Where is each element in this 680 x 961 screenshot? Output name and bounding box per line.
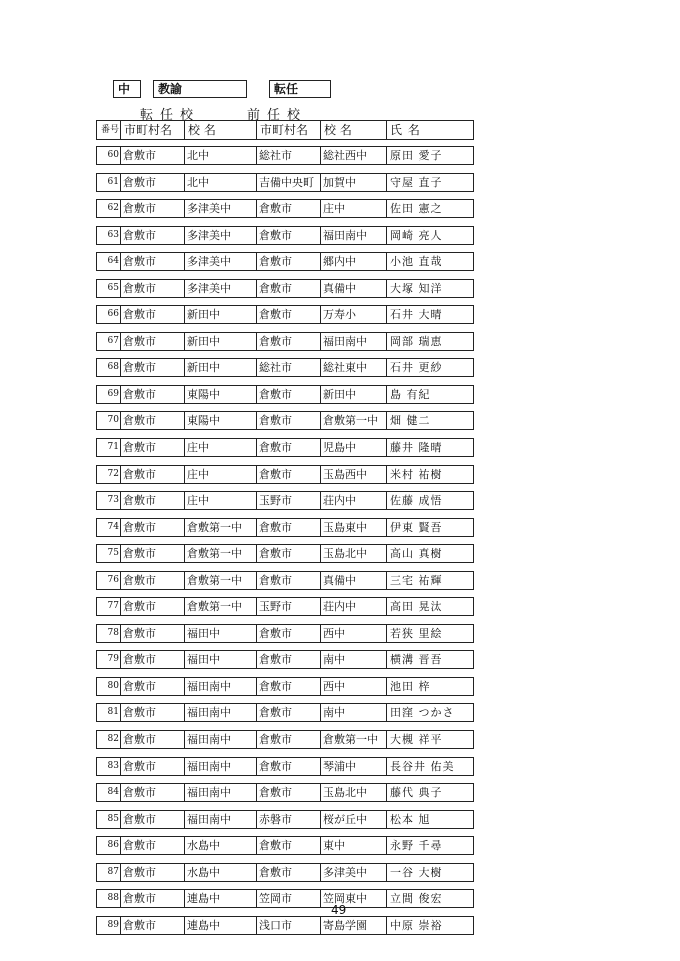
row-number: 84	[97, 784, 121, 801]
table-row	[96, 146, 474, 165]
prev-school-cell: 真備中	[321, 572, 387, 589]
name-cell: 石井 大晴	[390, 308, 443, 322]
row-number: 87	[97, 864, 121, 881]
name-cell: 三宅 祐輝	[390, 573, 443, 587]
table-row	[96, 916, 474, 935]
city-cell: 倉敷市	[121, 678, 185, 695]
school-cell: 庄中	[185, 439, 257, 456]
name-cell: 池田 梓	[390, 679, 431, 693]
city-cell: 倉敷市	[121, 519, 185, 536]
name-cell: 田窪 つかさ	[390, 706, 455, 720]
row-number: 82	[97, 731, 121, 748]
column-header-prev-city: 市町村名	[257, 121, 321, 139]
prev-city-cell: 笠岡市	[257, 890, 321, 907]
column-header-name: 氏 名	[390, 123, 421, 137]
table-row	[96, 810, 474, 829]
prev-city-cell: 倉敷市	[257, 731, 321, 748]
name-cell: 佐田 憲之	[390, 202, 443, 216]
prev-school-cell: 玉島東中	[321, 519, 387, 536]
table-row	[96, 411, 474, 430]
name-cell: 伊東 賢吾	[390, 520, 443, 534]
table-row	[96, 252, 474, 271]
prev-city-cell: 倉敷市	[257, 758, 321, 775]
city-cell: 倉敷市	[121, 572, 185, 589]
prev-school-cell: 万寿小	[321, 306, 387, 323]
row-number: 83	[97, 758, 121, 775]
position-box: 教諭	[153, 80, 247, 98]
name-cell: 横溝 晋吾	[390, 653, 443, 667]
school-cell: 連島中	[185, 917, 257, 934]
name-cell: 岡崎 亮人	[390, 228, 443, 242]
school-cell: 東陽中	[185, 412, 257, 429]
table-row	[96, 730, 474, 749]
prev-school-cell: 南中	[321, 651, 387, 668]
table-row	[96, 571, 474, 590]
school-cell: 庄中	[185, 492, 257, 509]
name-cell: 米村 祐樹	[390, 467, 443, 481]
prev-school-cell: 福田南中	[321, 333, 387, 350]
prev-school-cell: 真備中	[321, 280, 387, 297]
table-row	[96, 783, 474, 802]
row-number: 76	[97, 572, 121, 589]
table-row	[96, 863, 474, 882]
row-number: 63	[97, 227, 121, 244]
school-cell: 倉敷第一中	[185, 572, 257, 589]
prev-school-cell: 庄中	[321, 200, 387, 217]
school-cell: 多津美中	[185, 200, 257, 217]
name-cell: 石井 更紗	[390, 361, 443, 375]
prev-city-cell: 倉敷市	[257, 333, 321, 350]
name-cell: 大塚 知洋	[390, 281, 443, 295]
row-number: 81	[97, 704, 121, 721]
city-cell: 倉敷市	[121, 439, 185, 456]
name-cell: 島 有紀	[390, 387, 431, 401]
prev-school-cell: 桜が丘中	[321, 811, 387, 828]
name-cell: 若狭 里絵	[390, 626, 443, 640]
school-cell: 庄中	[185, 466, 257, 483]
name-cell: 岡部 瑞恵	[390, 334, 443, 348]
prev-city-cell: 倉敷市	[257, 200, 321, 217]
city-cell: 倉敷市	[121, 704, 185, 721]
prev-city-cell: 浅口市	[257, 917, 321, 934]
city-cell: 倉敷市	[121, 492, 185, 509]
school-level-box: 中	[113, 80, 141, 98]
prev-city-cell: 倉敷市	[257, 227, 321, 244]
row-number: 61	[97, 174, 121, 191]
name-cell: 立間 俊宏	[390, 892, 443, 906]
prev-city-cell: 倉敷市	[257, 519, 321, 536]
school-cell: 新田中	[185, 306, 257, 323]
school-cell: 福田南中	[185, 758, 257, 775]
prev-school-cell: 西中	[321, 625, 387, 642]
city-cell: 倉敷市	[121, 917, 185, 934]
row-number: 73	[97, 492, 121, 509]
school-cell: 新田中	[185, 359, 257, 376]
table-header	[96, 120, 474, 140]
school-cell: 多津美中	[185, 280, 257, 297]
prev-school-cell: 総社東中	[321, 359, 387, 376]
row-number: 71	[97, 439, 121, 456]
prev-school-cell: 郷内中	[321, 253, 387, 270]
name-cell: 大槻 祥平	[390, 733, 443, 747]
row-number: 89	[97, 917, 121, 934]
school-cell: 北中	[185, 174, 257, 191]
city-cell: 倉敷市	[121, 253, 185, 270]
school-cell: 連島中	[185, 890, 257, 907]
row-number: 80	[97, 678, 121, 695]
row-number: 62	[97, 200, 121, 217]
name-cell: 松本 旭	[390, 812, 431, 826]
row-number: 88	[97, 890, 121, 907]
prev-school-cell: 倉敷第一中	[321, 731, 387, 748]
school-cell: 倉敷第一中	[185, 519, 257, 536]
table-row	[96, 491, 474, 510]
name-cell: 畑 健二	[390, 414, 431, 428]
school-cell: 福田南中	[185, 731, 257, 748]
table-row	[96, 677, 474, 696]
city-cell: 倉敷市	[121, 227, 185, 244]
school-cell: 倉敷第一中	[185, 598, 257, 615]
school-cell: 福田南中	[185, 678, 257, 695]
table-row	[96, 703, 474, 722]
prev-city-cell: 倉敷市	[257, 651, 321, 668]
name-cell: 高田 晃汰	[390, 600, 443, 614]
table-row	[96, 173, 474, 192]
prev-school-cell: 荘内中	[321, 598, 387, 615]
table-row	[96, 226, 474, 245]
prev-school-cell: 福田南中	[321, 227, 387, 244]
prev-city-cell: 倉敷市	[257, 864, 321, 881]
school-cell: 福田中	[185, 625, 257, 642]
name-cell: 藤井 隆晴	[390, 441, 443, 455]
column-header-no: 番号	[97, 121, 121, 139]
school-cell: 新田中	[185, 333, 257, 350]
city-cell: 倉敷市	[121, 758, 185, 775]
school-cell: 倉敷第一中	[185, 545, 257, 562]
city-cell: 倉敷市	[121, 333, 185, 350]
city-cell: 倉敷市	[121, 386, 185, 403]
city-cell: 倉敷市	[121, 545, 185, 562]
prev-school-cell: 琴浦中	[321, 758, 387, 775]
prev-school-cell: 西中	[321, 678, 387, 695]
prev-school-cell: 総社西中	[321, 147, 387, 164]
prev-city-cell: 総社市	[257, 359, 321, 376]
prev-city-cell: 倉敷市	[257, 784, 321, 801]
prev-school-cell: 玉島北中	[321, 784, 387, 801]
school-cell: 東陽中	[185, 386, 257, 403]
school-cell: 水島中	[185, 837, 257, 854]
prev-city-cell: 総社市	[257, 147, 321, 164]
row-number: 75	[97, 545, 121, 562]
name-cell: 高山 真樹	[390, 547, 443, 561]
prev-city-cell: 倉敷市	[257, 253, 321, 270]
prev-school-cell: 玉島西中	[321, 466, 387, 483]
city-cell: 倉敷市	[121, 306, 185, 323]
prev-city-cell: 玉野市	[257, 492, 321, 509]
row-number: 60	[97, 147, 121, 164]
table-row	[96, 518, 474, 537]
city-cell: 倉敷市	[121, 412, 185, 429]
name-cell: 小池 直哉	[390, 255, 443, 269]
table-row	[96, 757, 474, 776]
prev-city-cell: 倉敷市	[257, 837, 321, 854]
table-row	[96, 650, 474, 669]
school-cell: 福田中	[185, 651, 257, 668]
name-cell: 中原 崇裕	[390, 918, 443, 932]
prev-city-cell: 倉敷市	[257, 412, 321, 429]
name-cell: 佐藤 成悟	[390, 494, 443, 508]
row-number: 65	[97, 280, 121, 297]
city-cell: 倉敷市	[121, 890, 185, 907]
transfer-type-box: 転任	[269, 80, 331, 98]
city-cell: 倉敷市	[121, 200, 185, 217]
city-cell: 倉敷市	[121, 625, 185, 642]
row-number: 85	[97, 811, 121, 828]
prev-school-cell: 倉敷第一中	[321, 412, 387, 429]
prev-school-cell: 寄島学園	[321, 917, 387, 934]
name-cell: 永野 千尋	[390, 839, 443, 853]
city-cell: 倉敷市	[121, 280, 185, 297]
school-cell: 北中	[185, 147, 257, 164]
city-cell: 倉敷市	[121, 147, 185, 164]
prev-city-cell: 倉敷市	[257, 306, 321, 323]
prev-city-cell: 倉敷市	[257, 625, 321, 642]
school-cell: 福田南中	[185, 784, 257, 801]
prev-city-cell: 倉敷市	[257, 439, 321, 456]
name-cell: 原田 愛子	[390, 149, 443, 162]
prev-city-cell: 倉敷市	[257, 678, 321, 695]
prev-school-cell: 新田中	[321, 386, 387, 403]
school-cell: 水島中	[185, 864, 257, 881]
table-row	[96, 438, 474, 457]
city-cell: 倉敷市	[121, 837, 185, 854]
row-number: 74	[97, 519, 121, 536]
row-number: 67	[97, 333, 121, 350]
school-cell: 福田南中	[185, 811, 257, 828]
prev-school-cell: 玉島北中	[321, 545, 387, 562]
row-number: 79	[97, 651, 121, 668]
city-cell: 倉敷市	[121, 598, 185, 615]
prev-school-cell: 加賀中	[321, 174, 387, 191]
row-number: 70	[97, 412, 121, 429]
prev-school-cell: 笠岡東中	[321, 890, 387, 907]
prev-city-cell: 倉敷市	[257, 704, 321, 721]
row-number: 68	[97, 359, 121, 376]
table-row	[96, 385, 474, 404]
prev-city-cell: 玉野市	[257, 598, 321, 615]
name-cell: 一谷 大樹	[390, 865, 443, 879]
row-number: 72	[97, 466, 121, 483]
school-cell: 多津美中	[185, 227, 257, 244]
column-header-school: 校 名	[185, 121, 257, 139]
row-number: 86	[97, 837, 121, 854]
row-number: 66	[97, 306, 121, 323]
city-cell: 倉敷市	[121, 784, 185, 801]
prev-city-cell: 吉備中央町	[257, 174, 321, 191]
city-cell: 倉敷市	[121, 466, 185, 483]
city-cell: 倉敷市	[121, 174, 185, 191]
city-cell: 倉敷市	[121, 731, 185, 748]
prev-school-cell: 多津美中	[321, 864, 387, 881]
table-row	[96, 836, 474, 855]
prev-city-cell: 倉敷市	[257, 386, 321, 403]
name-cell: 守屋 直子	[390, 175, 443, 189]
prev-school-cell: 東中	[321, 837, 387, 854]
table-row	[96, 465, 474, 484]
table-row	[96, 624, 474, 643]
column-header-prev-school: 校 名	[321, 121, 387, 139]
name-cell: 藤代 典子	[390, 786, 443, 800]
row-number: 78	[97, 625, 121, 642]
city-cell: 倉敷市	[121, 811, 185, 828]
city-cell: 倉敷市	[121, 359, 185, 376]
page-number: 49	[331, 903, 347, 917]
table-row	[96, 279, 474, 298]
table-row	[96, 544, 474, 563]
row-number: 64	[97, 253, 121, 270]
table-row	[96, 597, 474, 616]
city-cell: 倉敷市	[121, 864, 185, 881]
table-body	[96, 146, 474, 942]
category-header	[113, 80, 331, 98]
prev-city-cell: 倉敷市	[257, 545, 321, 562]
prev-city-cell: 倉敷市	[257, 280, 321, 297]
table-row	[96, 358, 474, 377]
school-cell: 多津美中	[185, 253, 257, 270]
table-row	[96, 332, 474, 351]
prev-school-cell: 南中	[321, 704, 387, 721]
table-row	[96, 305, 474, 324]
prev-school-cell: 児島中	[321, 439, 387, 456]
city-cell: 倉敷市	[121, 651, 185, 668]
school-cell: 福田南中	[185, 704, 257, 721]
prev-school-cell: 荘内中	[321, 492, 387, 509]
name-cell: 長谷井 佑美	[390, 759, 455, 773]
prev-city-cell: 赤磐市	[257, 811, 321, 828]
row-number: 69	[97, 386, 121, 403]
column-header-city: 市町村名	[121, 121, 185, 139]
section-transfer-to: 転任校	[140, 108, 201, 123]
prev-city-cell: 倉敷市	[257, 572, 321, 589]
table-row	[96, 889, 474, 908]
prev-city-cell: 倉敷市	[257, 466, 321, 483]
section-previous: 前任校	[247, 108, 308, 123]
row-number: 77	[97, 598, 121, 615]
table-row	[96, 199, 474, 218]
